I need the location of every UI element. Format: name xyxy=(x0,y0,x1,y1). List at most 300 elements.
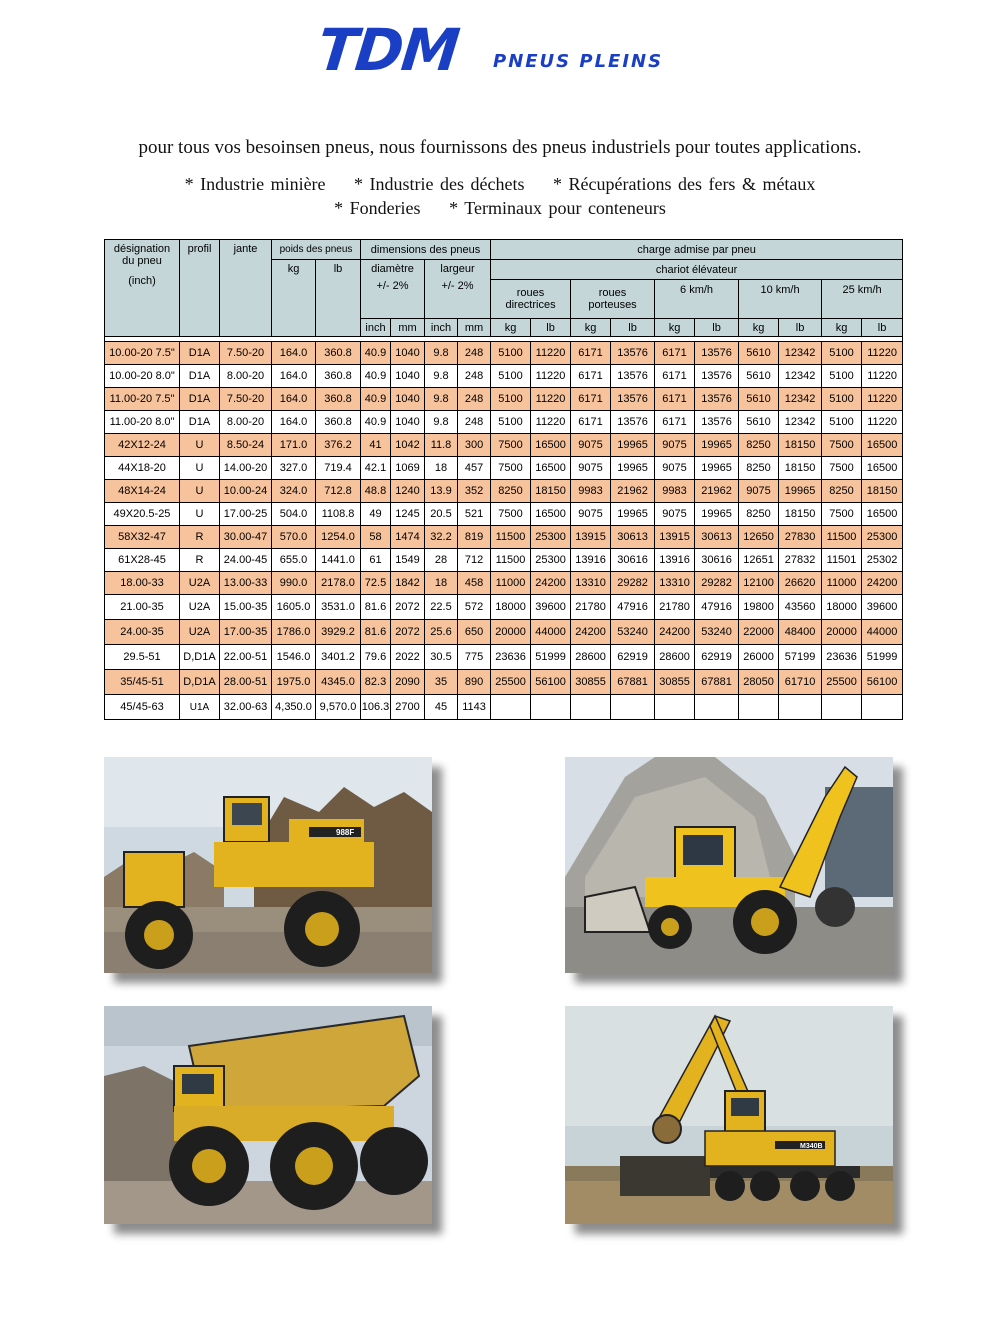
photo-dump-truck xyxy=(104,1006,432,1224)
cell-load: 19965 xyxy=(611,457,655,480)
cell-designation: 49X20.5-25 xyxy=(105,503,180,526)
header-lb: lb xyxy=(779,319,822,337)
cell-load: 13576 xyxy=(695,365,739,388)
cell-load: 27830 xyxy=(779,526,822,549)
cell-width-inch: 25.6 xyxy=(425,620,458,645)
cell-load: 16500 xyxy=(862,434,903,457)
cell-diameter-inch: 40.9 xyxy=(361,411,391,434)
cell-load: 13576 xyxy=(611,342,655,365)
cell-load: 5100 xyxy=(491,388,531,411)
cell-load: 16500 xyxy=(862,457,903,480)
cell-jante: 8.50-24 xyxy=(220,434,272,457)
application-item: * Récupérations des fers & métaux xyxy=(553,174,816,194)
header-designation-line1: désignation xyxy=(113,243,171,255)
cell-width-inch: 9.8 xyxy=(425,365,458,388)
cell-diameter-mm: 2072 xyxy=(391,595,425,620)
cell-diameter-mm: 1245 xyxy=(391,503,425,526)
table-row xyxy=(105,503,903,526)
cell-load: 7500 xyxy=(491,434,531,457)
cell-load: 6171 xyxy=(655,342,695,365)
cell-diameter-inch: 82.3 xyxy=(361,670,391,695)
cell-profil: R xyxy=(180,549,220,572)
cell-weight-kg: 1975.0 xyxy=(272,670,316,695)
header-lb: lb xyxy=(862,319,903,337)
cell-profil: U xyxy=(180,434,220,457)
cell-width-inch: 20.5 xyxy=(425,503,458,526)
cell-width-mm: 248 xyxy=(458,342,491,365)
cell-weight-lb: 360.8 xyxy=(316,388,361,411)
model-label: M340B xyxy=(800,1143,823,1150)
cell-load: 6171 xyxy=(655,365,695,388)
cell-load: 19965 xyxy=(611,503,655,526)
cell-load xyxy=(491,695,531,720)
cell-weight-kg: 1786.0 xyxy=(272,620,316,645)
cell-width-inch: 30.5 xyxy=(425,645,458,670)
header-kg: kg xyxy=(739,319,779,337)
cell-jante: 17.00-35 xyxy=(220,620,272,645)
cell-diameter-mm: 2700 xyxy=(391,695,425,720)
tire-spec-table xyxy=(104,239,903,720)
cell-designation: 35/45-51 xyxy=(105,670,180,695)
cell-profil: U2A xyxy=(180,572,220,595)
cell-load: 44000 xyxy=(531,620,571,645)
cell-weight-lb: 3401.2 xyxy=(316,645,361,670)
application-item: * Industrie minière xyxy=(184,174,326,194)
cell-load: 13916 xyxy=(571,549,611,572)
cell-weight-kg: 655.0 xyxy=(272,549,316,572)
cell-load: 11501 xyxy=(822,549,862,572)
cell-width-inch: 18 xyxy=(425,572,458,595)
applications-line-2 xyxy=(0,198,1000,219)
logo-text: TDM xyxy=(314,16,462,84)
header-diametre-label: diamètre xyxy=(371,263,414,275)
cell-load: 19965 xyxy=(779,480,822,503)
cell-jante: 14.00-20 xyxy=(220,457,272,480)
cell-width-mm: 775 xyxy=(458,645,491,670)
cell-load xyxy=(695,695,739,720)
cell-load: 7500 xyxy=(822,434,862,457)
cell-load: 11000 xyxy=(822,572,862,595)
cell-load: 21780 xyxy=(655,595,695,620)
cell-profil: U2A xyxy=(180,620,220,645)
table-row xyxy=(105,342,903,365)
cell-load: 13576 xyxy=(695,388,739,411)
cell-designation: 10.00-20 8.0" xyxy=(105,365,180,388)
header-kg: kg xyxy=(491,319,531,337)
cell-load: 30613 xyxy=(611,526,655,549)
material-handler-image xyxy=(565,1006,893,1224)
photo-wheel-loader xyxy=(104,757,432,973)
intro-text: pour tous vos besoinsen pneus, nous fournissons des pneus industriels pour toutes applications. xyxy=(138,137,862,158)
header-designation-unit: (inch) xyxy=(128,275,156,287)
cell-load: 7500 xyxy=(822,503,862,526)
cell-width-mm: 457 xyxy=(458,457,491,480)
cell-width-inch: 9.8 xyxy=(425,388,458,411)
cell-load: 5610 xyxy=(739,342,779,365)
cell-load: 22000 xyxy=(739,620,779,645)
table-row xyxy=(105,695,903,720)
cell-designation: 24.00-35 xyxy=(105,620,180,645)
header-roues-porteuses: roues porteuses xyxy=(571,280,655,319)
cell-width-inch: 13.9 xyxy=(425,480,458,503)
cell-width-mm: 819 xyxy=(458,526,491,549)
cell-load: 28600 xyxy=(655,645,695,670)
header-lb: lb xyxy=(531,319,571,337)
cell-diameter-inch: 106.3 xyxy=(361,695,391,720)
cell-profil: U xyxy=(180,480,220,503)
cell-load: 6171 xyxy=(655,388,695,411)
cell-load: 28050 xyxy=(739,670,779,695)
cell-width-inch: 22.5 xyxy=(425,595,458,620)
cell-profil: D,D1A xyxy=(180,670,220,695)
cell-width-mm: 712 xyxy=(458,549,491,572)
cell-load: 51999 xyxy=(862,645,903,670)
cell-weight-kg: 324.0 xyxy=(272,480,316,503)
cell-load: 25302 xyxy=(862,549,903,572)
cell-load: 13310 xyxy=(571,572,611,595)
header-jante-label: jante xyxy=(233,243,258,255)
header-dimensions: dimensions des pneus xyxy=(361,240,491,260)
cell-load: 13576 xyxy=(611,411,655,434)
cell-load: 16500 xyxy=(531,457,571,480)
header-designation xyxy=(105,240,180,337)
cell-load: 29282 xyxy=(611,572,655,595)
cell-load: 8250 xyxy=(739,434,779,457)
cell-load: 5100 xyxy=(822,411,862,434)
cell-load: 13915 xyxy=(655,526,695,549)
cell-width-inch: 32.2 xyxy=(425,526,458,549)
header-largeur-tolerance: +/- 2% xyxy=(441,280,474,292)
cell-load: 16500 xyxy=(862,503,903,526)
cell-diameter-inch: 40.9 xyxy=(361,342,391,365)
cell-load: 11220 xyxy=(531,365,571,388)
cell-load: 19965 xyxy=(695,457,739,480)
header-roues-directrices: roues directrices xyxy=(491,280,571,319)
cell-load: 12100 xyxy=(739,572,779,595)
cell-load: 5100 xyxy=(822,388,862,411)
cell-load: 9075 xyxy=(571,434,611,457)
cell-load: 21780 xyxy=(571,595,611,620)
cell-load: 5100 xyxy=(491,342,531,365)
cell-designation: 11.00-20 7.5" xyxy=(105,388,180,411)
cell-load: 19965 xyxy=(695,434,739,457)
cell-load: 57199 xyxy=(779,645,822,670)
cell-load: 18000 xyxy=(491,595,531,620)
cell-load: 6171 xyxy=(571,342,611,365)
cell-load: 13915 xyxy=(571,526,611,549)
header-lb: lb xyxy=(611,319,655,337)
cell-weight-lb: 360.8 xyxy=(316,365,361,388)
cell-weight-kg: 164.0 xyxy=(272,388,316,411)
cell-load: 47916 xyxy=(695,595,739,620)
cell-diameter-inch: 81.6 xyxy=(361,620,391,645)
cell-load: 13576 xyxy=(695,411,739,434)
header-kg: kg xyxy=(822,319,862,337)
header-speed-6: 6 km/h xyxy=(655,280,739,319)
header-chariot: chariot élévateur xyxy=(491,260,903,280)
cell-designation: 42X12-24 xyxy=(105,434,180,457)
cell-load: 25300 xyxy=(531,549,571,572)
cell-load: 16500 xyxy=(531,503,571,526)
cell-load: 56100 xyxy=(862,670,903,695)
cell-jante: 8.00-20 xyxy=(220,411,272,434)
cell-load: 9075 xyxy=(571,457,611,480)
cell-load: 6171 xyxy=(571,388,611,411)
cell-width-inch: 35 xyxy=(425,670,458,695)
cell-width-mm: 248 xyxy=(458,388,491,411)
cell-diameter-mm: 2090 xyxy=(391,670,425,695)
cell-load: 20000 xyxy=(491,620,531,645)
header-kg: kg xyxy=(655,319,695,337)
cell-load: 20000 xyxy=(822,620,862,645)
cell-load: 24200 xyxy=(862,572,903,595)
cell-load: 11220 xyxy=(862,342,903,365)
cell-weight-lb: 2178.0 xyxy=(316,572,361,595)
cell-load: 12342 xyxy=(779,388,822,411)
cell-designation: 45/45-63 xyxy=(105,695,180,720)
cell-weight-lb: 4345.0 xyxy=(316,670,361,695)
cell-load: 12342 xyxy=(779,365,822,388)
cell-load: 9075 xyxy=(655,434,695,457)
cell-load xyxy=(862,695,903,720)
cell-weight-lb: 1441.0 xyxy=(316,549,361,572)
cell-jante: 7.50-20 xyxy=(220,388,272,411)
cell-width-inch: 9.8 xyxy=(425,342,458,365)
cell-load: 7500 xyxy=(491,457,531,480)
cell-load: 11500 xyxy=(822,526,862,549)
cell-load: 13310 xyxy=(655,572,695,595)
cell-load: 26000 xyxy=(739,645,779,670)
cell-designation: 21.00-35 xyxy=(105,595,180,620)
model-label: 988F xyxy=(336,828,355,837)
cell-jante: 15.00-35 xyxy=(220,595,272,620)
cell-load: 48400 xyxy=(779,620,822,645)
cell-load: 25300 xyxy=(862,526,903,549)
cell-load: 6171 xyxy=(655,411,695,434)
table-row xyxy=(105,670,903,695)
cell-jante: 32.00-63 xyxy=(220,695,272,720)
header-kg: kg xyxy=(571,319,611,337)
cell-designation: 18.00-33 xyxy=(105,572,180,595)
header-lb-label: lb xyxy=(333,263,343,275)
cell-width-inch: 28 xyxy=(425,549,458,572)
header-profil xyxy=(180,240,220,337)
cell-load: 67881 xyxy=(611,670,655,695)
cell-diameter-inch: 49 xyxy=(361,503,391,526)
cell-load: 9075 xyxy=(655,457,695,480)
cell-load: 13576 xyxy=(611,365,655,388)
cell-load: 30616 xyxy=(611,549,655,572)
cell-load: 18150 xyxy=(779,503,822,526)
cell-profil: D1A xyxy=(180,365,220,388)
cell-load: 11220 xyxy=(862,365,903,388)
table-row xyxy=(105,365,903,388)
cell-load: 19965 xyxy=(695,503,739,526)
cell-jante: 8.00-20 xyxy=(220,365,272,388)
table-row xyxy=(105,480,903,503)
cell-load: 7500 xyxy=(822,457,862,480)
cell-diameter-inch: 72.5 xyxy=(361,572,391,595)
cell-diameter-mm: 1040 xyxy=(391,365,425,388)
cell-load: 9075 xyxy=(655,503,695,526)
cell-width-mm: 890 xyxy=(458,670,491,695)
cell-load: 8250 xyxy=(739,503,779,526)
cell-diameter-mm: 1040 xyxy=(391,342,425,365)
cell-jante: 17.00-25 xyxy=(220,503,272,526)
cell-load xyxy=(655,695,695,720)
cell-weight-kg: 164.0 xyxy=(272,365,316,388)
header-kg-label: kg xyxy=(287,263,300,275)
cell-jante: 10.00-24 xyxy=(220,480,272,503)
cell-load: 62919 xyxy=(611,645,655,670)
cell-weight-kg: 327.0 xyxy=(272,457,316,480)
cell-load: 27832 xyxy=(779,549,822,572)
header-speed-25: 25 km/h xyxy=(822,280,903,319)
header-poids-lb xyxy=(316,260,361,337)
cell-load: 5100 xyxy=(822,365,862,388)
cell-weight-lb: 1254.0 xyxy=(316,526,361,549)
cell-load: 6171 xyxy=(571,365,611,388)
cell-load: 13576 xyxy=(611,388,655,411)
cell-diameter-mm: 1040 xyxy=(391,388,425,411)
cell-load: 12651 xyxy=(739,549,779,572)
photo-backhoe xyxy=(565,757,893,973)
cell-load: 8250 xyxy=(491,480,531,503)
cell-load: 21962 xyxy=(611,480,655,503)
brand-logo xyxy=(314,16,698,84)
cell-load: 5100 xyxy=(822,342,862,365)
cell-weight-kg: 1605.0 xyxy=(272,595,316,620)
cell-load: 25500 xyxy=(491,670,531,695)
cell-load: 8250 xyxy=(822,480,862,503)
cell-profil: U2A xyxy=(180,595,220,620)
cell-width-mm: 572 xyxy=(458,595,491,620)
header-jante xyxy=(220,240,272,337)
table-row xyxy=(105,388,903,411)
header-profil-label: profil xyxy=(187,243,212,255)
cell-weight-lb: 712.8 xyxy=(316,480,361,503)
cell-diameter-inch: 81.6 xyxy=(361,595,391,620)
logo-tagline: PNEUS PLEINS xyxy=(493,51,664,72)
cell-width-inch: 18 xyxy=(425,457,458,480)
cell-diameter-mm: 1042 xyxy=(391,434,425,457)
cell-designation: 61X28-45 xyxy=(105,549,180,572)
cell-width-inch: 45 xyxy=(425,695,458,720)
cell-jante: 7.50-20 xyxy=(220,342,272,365)
cell-width-inch: 11.8 xyxy=(425,434,458,457)
header-largeur-label: largeur xyxy=(440,263,475,275)
cell-load xyxy=(611,695,655,720)
cell-weight-lb: 3531.0 xyxy=(316,595,361,620)
cell-width-mm: 248 xyxy=(458,411,491,434)
cell-load: 30616 xyxy=(695,549,739,572)
cell-profil: D1A xyxy=(180,411,220,434)
cell-load: 13576 xyxy=(695,342,739,365)
cell-load: 28600 xyxy=(571,645,611,670)
cell-width-mm: 458 xyxy=(458,572,491,595)
cell-jante: 30.00-47 xyxy=(220,526,272,549)
header-inch: inch xyxy=(425,319,458,337)
cell-load: 19965 xyxy=(611,434,655,457)
table-body xyxy=(105,337,903,720)
cell-load: 9075 xyxy=(739,480,779,503)
application-item: * Fonderies xyxy=(334,198,421,218)
cell-load xyxy=(822,695,862,720)
cell-diameter-mm: 1040 xyxy=(391,411,425,434)
cell-diameter-mm: 1240 xyxy=(391,480,425,503)
cell-load: 18150 xyxy=(779,434,822,457)
cell-load: 5100 xyxy=(491,365,531,388)
cell-diameter-mm: 1474 xyxy=(391,526,425,549)
cell-load: 5610 xyxy=(739,365,779,388)
cell-designation: 10.00-20 7.5" xyxy=(105,342,180,365)
cell-load: 11220 xyxy=(862,388,903,411)
cell-width-inch: 9.8 xyxy=(425,411,458,434)
cell-load xyxy=(571,695,611,720)
cell-weight-kg: 171.0 xyxy=(272,434,316,457)
header-diametre-tolerance: +/- 2% xyxy=(376,280,409,292)
cell-jante: 13.00-33 xyxy=(220,572,272,595)
applications-line-1 xyxy=(0,174,1000,195)
cell-width-mm: 300 xyxy=(458,434,491,457)
cell-load: 26620 xyxy=(779,572,822,595)
cell-load: 12342 xyxy=(779,411,822,434)
cell-diameter-inch: 42.1 xyxy=(361,457,391,480)
cell-load: 39600 xyxy=(862,595,903,620)
header-mm: mm xyxy=(458,319,491,337)
cell-weight-kg: 990.0 xyxy=(272,572,316,595)
cell-load: 25500 xyxy=(822,670,862,695)
table-row xyxy=(105,620,903,645)
cell-jante: 22.00-51 xyxy=(220,645,272,670)
backhoe-image xyxy=(565,757,893,973)
cell-weight-lb: 3929.2 xyxy=(316,620,361,645)
cell-weight-lb: 360.8 xyxy=(316,411,361,434)
cell-load: 29282 xyxy=(695,572,739,595)
application-item: * Terminaux pour conteneurs xyxy=(449,198,666,218)
cell-load: 24200 xyxy=(571,620,611,645)
cell-diameter-mm: 2072 xyxy=(391,620,425,645)
cell-profil: D,D1A xyxy=(180,645,220,670)
cell-width-mm: 352 xyxy=(458,480,491,503)
cell-width-mm: 248 xyxy=(458,365,491,388)
cell-load xyxy=(739,695,779,720)
cell-load: 11500 xyxy=(491,549,531,572)
cell-load: 53240 xyxy=(695,620,739,645)
cell-load: 5610 xyxy=(739,388,779,411)
cell-diameter-mm: 1069 xyxy=(391,457,425,480)
cell-width-mm: 521 xyxy=(458,503,491,526)
cell-load: 25300 xyxy=(531,526,571,549)
cell-load: 12342 xyxy=(779,342,822,365)
cell-weight-kg: 4,350.0 xyxy=(272,695,316,720)
photo-material-handler xyxy=(565,1006,893,1224)
cell-load: 23636 xyxy=(491,645,531,670)
cell-profil: U xyxy=(180,503,220,526)
table-row xyxy=(105,526,903,549)
cell-load: 11220 xyxy=(531,411,571,434)
cell-load: 62919 xyxy=(695,645,739,670)
cell-load: 24200 xyxy=(531,572,571,595)
cell-load: 23636 xyxy=(822,645,862,670)
cell-load: 12650 xyxy=(739,526,779,549)
cell-diameter-mm: 2022 xyxy=(391,645,425,670)
cell-weight-lb: 1108.8 xyxy=(316,503,361,526)
cell-load: 67881 xyxy=(695,670,739,695)
cell-weight-lb: 360.8 xyxy=(316,342,361,365)
header-inch: inch xyxy=(361,319,391,337)
cell-width-mm: 1143 xyxy=(458,695,491,720)
